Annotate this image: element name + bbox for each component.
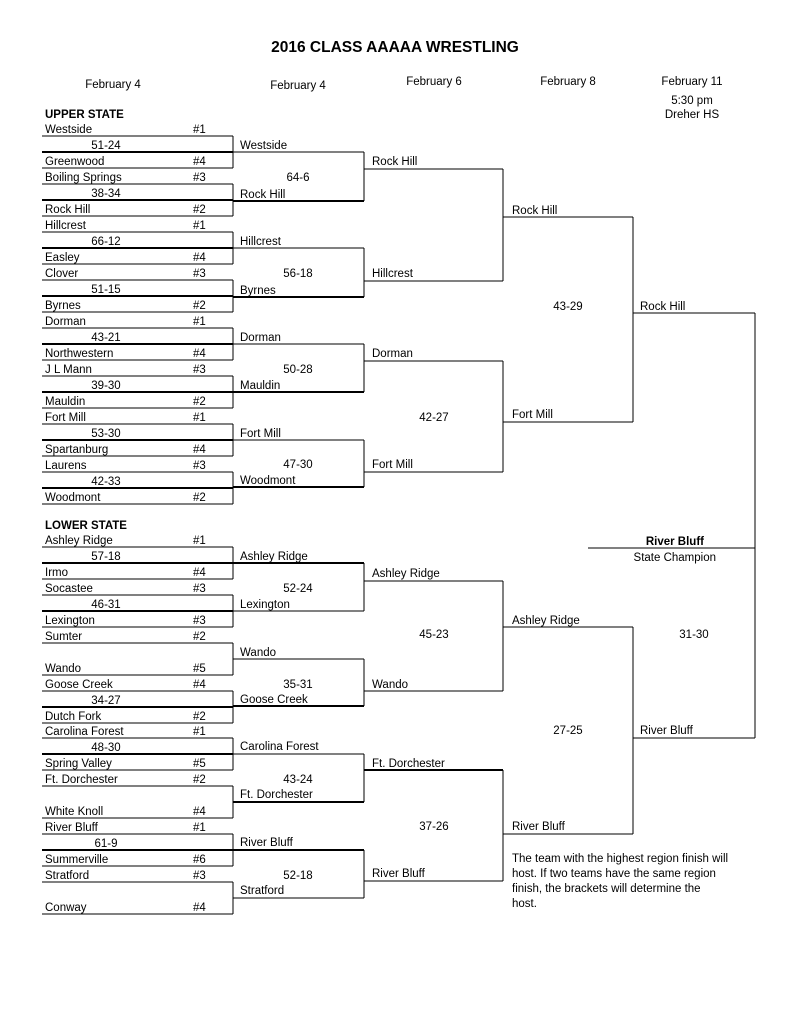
team-name: Ft. Dorchester xyxy=(372,758,445,770)
team-name: Easley xyxy=(45,252,80,264)
state-final xyxy=(634,536,716,641)
page-title: 2016 CLASS AAAAA WRESTLING xyxy=(271,39,519,56)
lower-round3 xyxy=(372,568,449,880)
team-name: Ashley Ridge xyxy=(512,615,580,627)
team-seed: #4 xyxy=(193,444,206,456)
team-name: Carolina Forest xyxy=(45,726,124,738)
team-name: Woodmont xyxy=(240,475,296,487)
match-score: 35-31 xyxy=(283,679,313,691)
team-name: Goose Creek xyxy=(45,679,113,691)
upper-round1 xyxy=(45,124,206,504)
final-score: 31-30 xyxy=(679,629,709,641)
team-name: Ashley Ridge xyxy=(240,551,308,563)
team-name: Carolina Forest xyxy=(240,741,319,753)
match-score: 47-30 xyxy=(283,459,313,471)
match-score: 52-24 xyxy=(283,583,313,595)
team-name: Greenwood xyxy=(45,156,105,168)
team-name: Rock Hill xyxy=(240,189,286,201)
team-name: Ft. Dorchester xyxy=(45,774,118,786)
team-seed: #2 xyxy=(193,300,206,312)
match-score: 66-12 xyxy=(91,236,121,248)
team-name: Fort Mill xyxy=(45,412,86,424)
team-name: Fort Mill xyxy=(372,459,413,471)
lower-state-champion: River Bluff xyxy=(640,725,693,737)
team-seed: #3 xyxy=(193,615,206,627)
host-note-line: finish, the brackets will determine the xyxy=(512,883,701,895)
match-score: 43-24 xyxy=(283,774,313,786)
team-name: Dorman xyxy=(372,348,413,360)
team-seed: #2 xyxy=(193,204,206,216)
lower-state-label: LOWER STATE xyxy=(45,520,127,532)
team-seed: #2 xyxy=(193,492,206,504)
team-seed: #1 xyxy=(193,412,206,424)
team-name: Socastee xyxy=(45,583,93,595)
team-seed: #4 xyxy=(193,156,206,168)
team-name: White Knoll xyxy=(45,806,104,818)
team-name: Mauldin xyxy=(240,380,281,392)
team-seed: #2 xyxy=(193,774,206,786)
team-seed: #1 xyxy=(193,535,206,547)
lower-round1 xyxy=(45,535,206,914)
team-name: Byrnes xyxy=(240,285,276,297)
team-name: Woodmont xyxy=(45,492,101,504)
team-name: River Bluff xyxy=(512,821,565,833)
date-round4: February 8 xyxy=(540,76,596,88)
team-seed: #5 xyxy=(193,663,206,675)
match-score: 39-30 xyxy=(91,380,121,392)
team-name: Lexington xyxy=(45,615,95,627)
team-name: Hillcrest xyxy=(240,236,281,248)
team-name: Mauldin xyxy=(45,396,86,408)
team-name: Wando xyxy=(240,647,277,659)
team-name: J L Mann xyxy=(45,364,92,376)
host-note-line: host. xyxy=(512,898,537,910)
team-seed: #2 xyxy=(193,711,206,723)
date-round2: February 4 xyxy=(270,80,326,92)
team-name: Northwestern xyxy=(45,348,114,360)
team-name: Laurens xyxy=(45,460,87,472)
team-name: Conway xyxy=(45,902,87,914)
match-score: 48-30 xyxy=(91,742,121,754)
team-name: Irmo xyxy=(45,567,68,579)
team-name: Dorman xyxy=(45,316,86,328)
team-name: Fort Mill xyxy=(512,409,553,421)
match-score: 34-27 xyxy=(91,695,121,707)
team-name: Stratford xyxy=(240,885,285,897)
team-name: Ashley Ridge xyxy=(45,535,113,547)
team-seed: #5 xyxy=(193,758,206,770)
match-score: 56-18 xyxy=(283,268,313,280)
state-champion-label: State Champion xyxy=(633,552,716,564)
match-score: 27-25 xyxy=(553,725,583,737)
team-name: Stratford xyxy=(45,870,90,882)
team-name: Spartanburg xyxy=(45,444,109,456)
team-name: Boiling Springs xyxy=(45,172,122,184)
state-champion-name: River Bluff xyxy=(645,536,704,548)
team-seed: #4 xyxy=(193,252,206,264)
host-note xyxy=(512,853,728,910)
team-seed: #3 xyxy=(193,460,206,472)
match-score: 61-9 xyxy=(94,838,118,850)
team-name: Ashley Ridge xyxy=(372,568,440,580)
match-score: 43-29 xyxy=(553,301,583,313)
team-seed: #4 xyxy=(193,348,206,360)
team-name: Ft. Dorchester xyxy=(240,789,313,801)
bracket-lines xyxy=(42,136,755,914)
team-seed: #3 xyxy=(193,172,206,184)
team-name: Hillcrest xyxy=(45,220,86,232)
team-name: River Bluff xyxy=(240,837,293,849)
team-name: Wando xyxy=(45,663,82,675)
team-seed: #1 xyxy=(193,220,206,232)
upper-state-champion: Rock Hill xyxy=(640,301,686,313)
date-final: February 11 xyxy=(661,76,723,88)
match-score: 64-6 xyxy=(286,172,310,184)
team-seed: #6 xyxy=(193,854,206,866)
match-score: 42-27 xyxy=(419,412,449,424)
match-score: 50-28 xyxy=(283,364,313,376)
team-name: River Bluff xyxy=(45,822,98,834)
date-round1: February 4 xyxy=(85,79,141,91)
match-score: 45-23 xyxy=(419,629,449,641)
lower-round4 xyxy=(512,615,583,833)
team-name: Lexington xyxy=(240,599,290,611)
team-seed: #3 xyxy=(193,870,206,882)
team-name: Spring Valley xyxy=(45,758,112,770)
host-note-line: host. If two teams have the same region xyxy=(512,868,716,880)
team-name: Wando xyxy=(372,679,409,691)
team-name: Hillcrest xyxy=(372,268,413,280)
date-round3: February 6 xyxy=(406,76,462,88)
team-name: Rock Hill xyxy=(45,204,91,216)
upper-round4 xyxy=(512,205,583,421)
upper-round2 xyxy=(240,140,313,487)
team-seed: #2 xyxy=(193,631,206,643)
team-name: Westside xyxy=(45,124,93,136)
lower-round2 xyxy=(240,551,319,897)
team-name: Goose Creek xyxy=(240,694,308,706)
host-note-line: The team with the highest region finish will xyxy=(512,853,729,865)
match-score: 51-24 xyxy=(91,140,121,152)
team-seed: #4 xyxy=(193,806,206,818)
upper-state-label: UPPER STATE xyxy=(45,109,124,121)
team-name: Dutch Fork xyxy=(45,711,102,723)
team-seed: #3 xyxy=(193,364,206,376)
team-seed: #3 xyxy=(193,268,206,280)
team-name: Fort Mill xyxy=(240,428,281,440)
team-name: Clover xyxy=(45,268,79,280)
team-name: Rock Hill xyxy=(372,156,418,168)
team-seed: #2 xyxy=(193,396,206,408)
team-name: Dorman xyxy=(240,332,281,344)
team-seed: #1 xyxy=(193,316,206,328)
team-name: Byrnes xyxy=(45,300,81,312)
match-score: 51-15 xyxy=(91,284,121,296)
final-time: 5:30 pm xyxy=(671,95,713,107)
team-seed: #1 xyxy=(193,822,206,834)
match-score: 38-34 xyxy=(91,188,121,200)
team-name: Sumter xyxy=(45,631,83,643)
team-seed: #4 xyxy=(193,567,206,579)
team-seed: #4 xyxy=(193,902,206,914)
match-score: 57-18 xyxy=(91,551,121,563)
final-venue: Dreher HS xyxy=(664,109,720,121)
match-score: 43-21 xyxy=(91,332,121,344)
match-score: 37-26 xyxy=(419,821,449,833)
team-name: River Bluff xyxy=(372,868,425,880)
team-name: Summerville xyxy=(45,854,109,866)
team-name: Rock Hill xyxy=(512,205,558,217)
team-seed: #3 xyxy=(193,583,206,595)
team-name: Westside xyxy=(240,140,288,152)
match-score: 46-31 xyxy=(91,599,121,611)
match-score: 53-30 xyxy=(91,428,121,440)
team-seed: #1 xyxy=(193,124,206,136)
match-score: 52-18 xyxy=(283,870,313,882)
team-seed: #1 xyxy=(193,726,206,738)
match-score: 42-33 xyxy=(91,476,121,488)
upper-round3 xyxy=(372,156,449,471)
team-seed: #4 xyxy=(193,679,206,691)
